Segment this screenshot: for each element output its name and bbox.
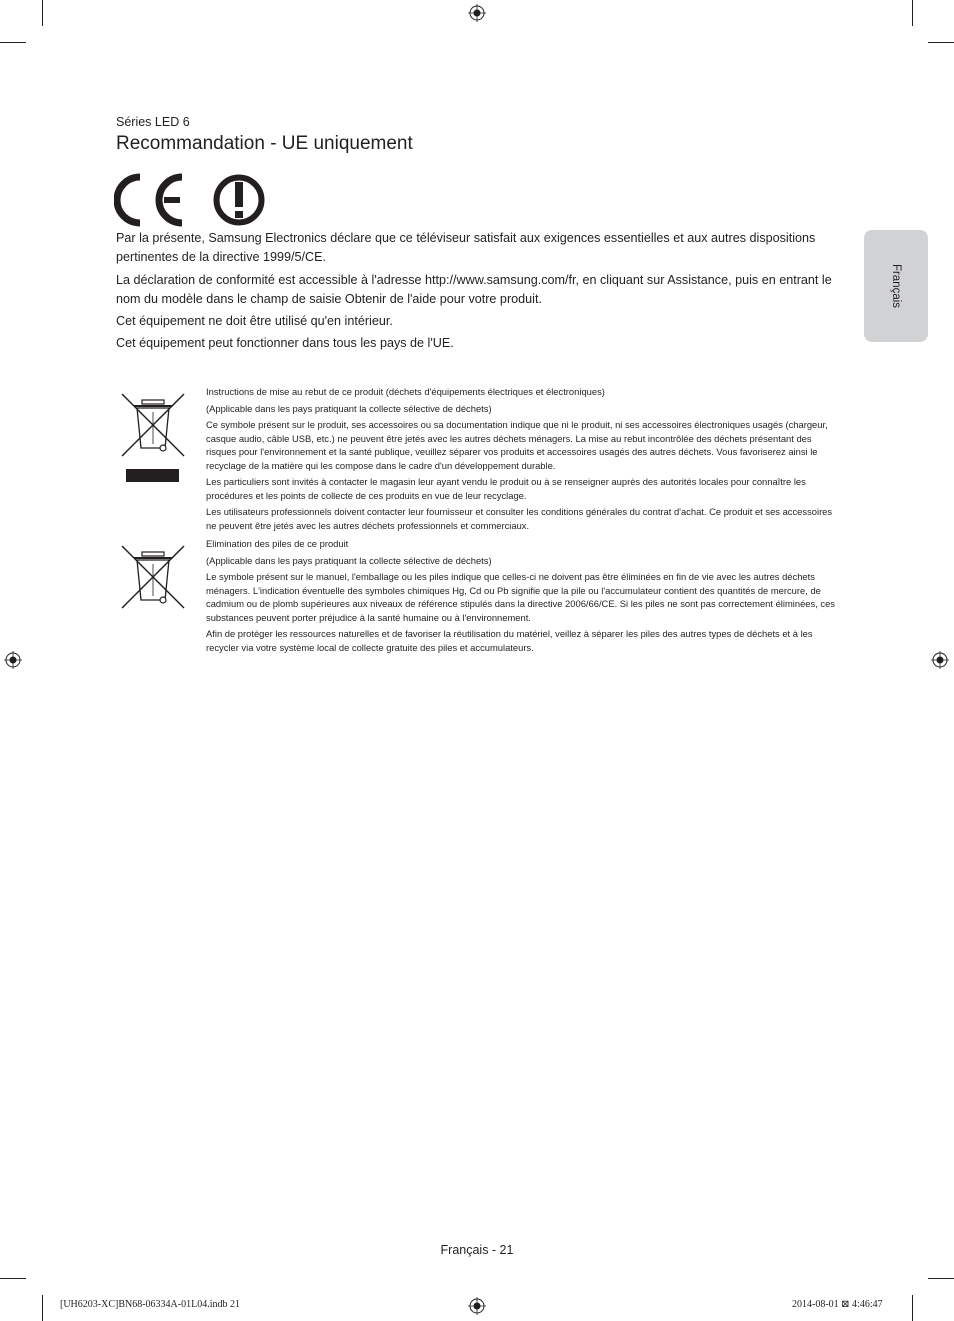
weee-paragraph: Ce symbole présent sur le produit, ses accessoires ou sa documentation indique que ni le produit, ni ses accessoires électroniques usagés (chargeur, casque audio, câble USB, etc.) ne peuvent être jetés avec les autres déchets ménagers. La mise au rebut incontrôlée des déchets présentant des risques pour l'environnement et la santé publique, veuillez séparer vos produits et accessoires usagés des autres déchets. Vous favoriserez ainsi le recyclage de la matière qui les compose dans le cadre d'un développement durable. [206, 419, 828, 471]
paragraph-conformity: La déclaration de conformité est accessible à l'adresse http://www.samsung.com/fr, en cliquant sur Assistance, puis en entrant le nom du modèle dans le champ de saisie Obtenir de l'aide pour votre produit. [116, 273, 832, 306]
language-tab [864, 230, 928, 342]
crop-mark [928, 42, 954, 43]
battery-heading: Elimination des piles de ce produit [206, 538, 349, 549]
battery-paragraph: Afin de protéger les ressources naturelles et de favoriser la réutilisation du matériel, veillez à séparer les piles des autres types de déchets et à les recycler via votre système local de collecte gratuite des piles et accumulateurs. [206, 628, 813, 653]
language-tab-label: Français [890, 263, 902, 309]
crop-mark [0, 1278, 26, 1279]
crossed-bin-icon [120, 392, 186, 484]
page-number [0, 1243, 954, 1257]
print-slug-file: [UH6203-XC]BN68-06334A-01L04.indb 21 [60, 1299, 240, 1310]
registration-mark-icon [468, 4, 486, 22]
page-title: Recommandation - UE uniquement [116, 133, 413, 154]
weee-paragraph: Les utilisateurs professionnels doivent contacter leur fournisseur et consulter les conditions générales du contrat d'achat. Ce produit et ses accessoires ne peuvent être jetés avec les autres déchets professionnels et commerciaux. [206, 506, 833, 531]
weee-heading: Instructions de mise au rebut de ce produit (déchets d'équipements électriques et électroniques) [206, 386, 605, 397]
ce-mark-icon [117, 177, 182, 223]
crop-mark [42, 0, 43, 26]
crossed-bin-icon [120, 544, 186, 612]
battery-section [206, 537, 836, 657]
conformity-marks [114, 173, 266, 227]
weee-paragraph: Les particuliers sont invités à contacter le magasin leur ayant vendu le produit ou à se renseigner auprès des autorités locales pour connaître les procédures et les points de collecte de ces produits en vue de leur recyclage. [206, 476, 806, 501]
crop-mark [0, 42, 26, 43]
series-label: Séries LED 6 [116, 115, 190, 129]
print-slug-date: 2014-08-01 ⊠ 4:46:47 [792, 1299, 883, 1310]
registration-mark-icon [931, 651, 949, 669]
crop-mark [928, 1278, 954, 1279]
weee-section [206, 385, 836, 535]
registration-mark-icon [468, 1297, 486, 1315]
page-number-label: Français - 21 [440, 1243, 514, 1257]
paragraph-countries: Cet équipement peut fonctionner dans tous les pays de l'UE. [116, 336, 454, 350]
alert-class-2-icon [217, 178, 262, 223]
paragraph-declaration: Par la présente, Samsung Electronics déclare que ce téléviseur satisfait aux exigences essentielles et aux autres dispositions pertinentes de la directive 1999/5/CE. [116, 231, 816, 264]
registration-mark-icon [4, 651, 22, 669]
battery-subheading: (Applicable dans les pays pratiquant la collecte sélective de déchets) [206, 554, 492, 566]
paragraph-indoor: Cet équipement ne doit être utilisé qu'en intérieur. [116, 314, 393, 328]
weee-subheading: (Applicable dans les pays pratiquant la collecte sélective de déchets) [206, 402, 492, 414]
crop-mark [912, 1295, 913, 1321]
battery-paragraph: Le symbole présent sur le manuel, l'emballage ou les piles indique que celles-ci ne doivent pas être éliminées en fin de vie avec les autres déchets ménagers. L'indication éventuelle des symboles chimiques Hg, Cd ou Pb signifie que la pile ou l'accumulateur contient des quantités de mercure, de cadmium ou de plomb supérieures aux niveaux de référence stipulés dans la directive 2006/66/CE. Si les piles ne sont pas correctement éliminées, ces substances peuvent porter préjudice à la santé humaine ou à l'environnement. [206, 571, 835, 623]
crop-mark [42, 1295, 43, 1321]
crop-mark [912, 0, 913, 26]
